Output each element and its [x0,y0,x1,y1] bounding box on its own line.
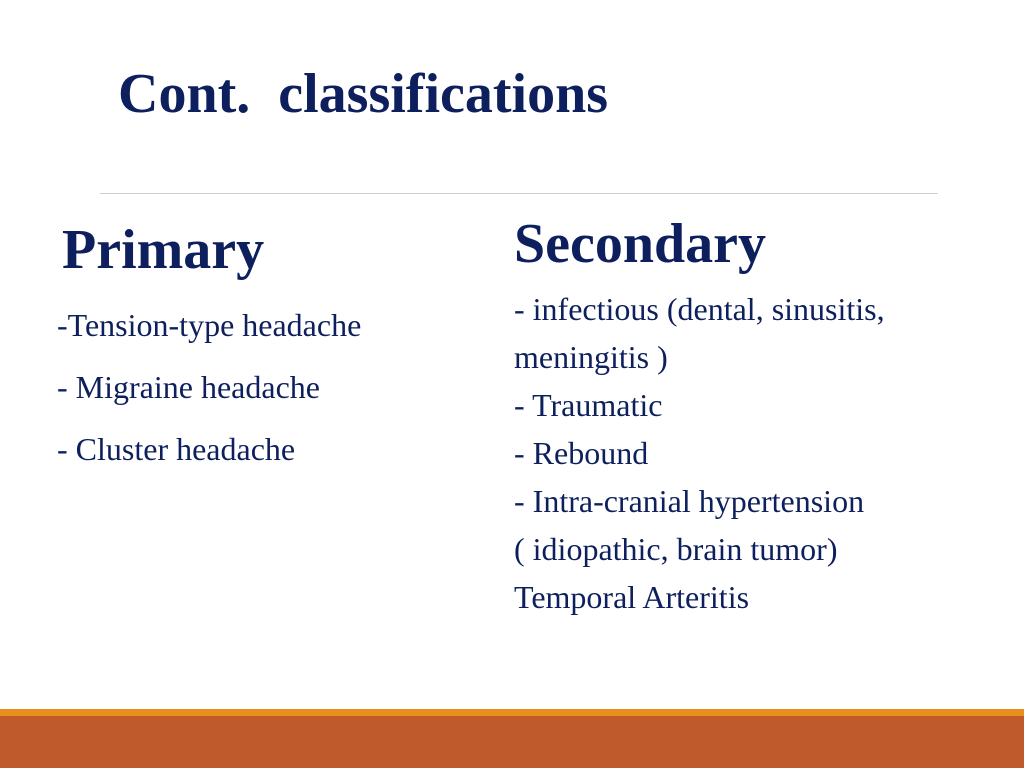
secondary-line-infectious: - infectious (dental, sinusitis, [514,291,885,327]
primary-item-tension: -Tension-type headache [57,307,362,343]
secondary-line-meningitis: meningitis ) [514,339,668,375]
secondary-heading: Secondary [514,213,766,275]
footer-band [0,716,1024,768]
primary-heading: Primary [62,219,265,281]
secondary-list [514,285,885,621]
secondary-line-idiopathic: ( idiopathic, brain tumor) [514,531,838,567]
slide-title: Cont. classifications [118,63,608,125]
secondary-line-traumatic: - Traumatic [514,387,663,423]
primary-item-cluster: - Cluster headache [57,431,296,467]
primary-list [57,300,361,486]
secondary-line-intracranial: - Intra-cranial hypertension [514,483,865,519]
title-divider [100,193,938,194]
secondary-line-temporal-arteritis: Temporal Arteritis [514,579,750,615]
primary-item-migraine: - Migraine headache [57,369,320,405]
secondary-line-rebound: - Rebound [514,435,649,471]
footer-accent-stripe [0,709,1024,716]
